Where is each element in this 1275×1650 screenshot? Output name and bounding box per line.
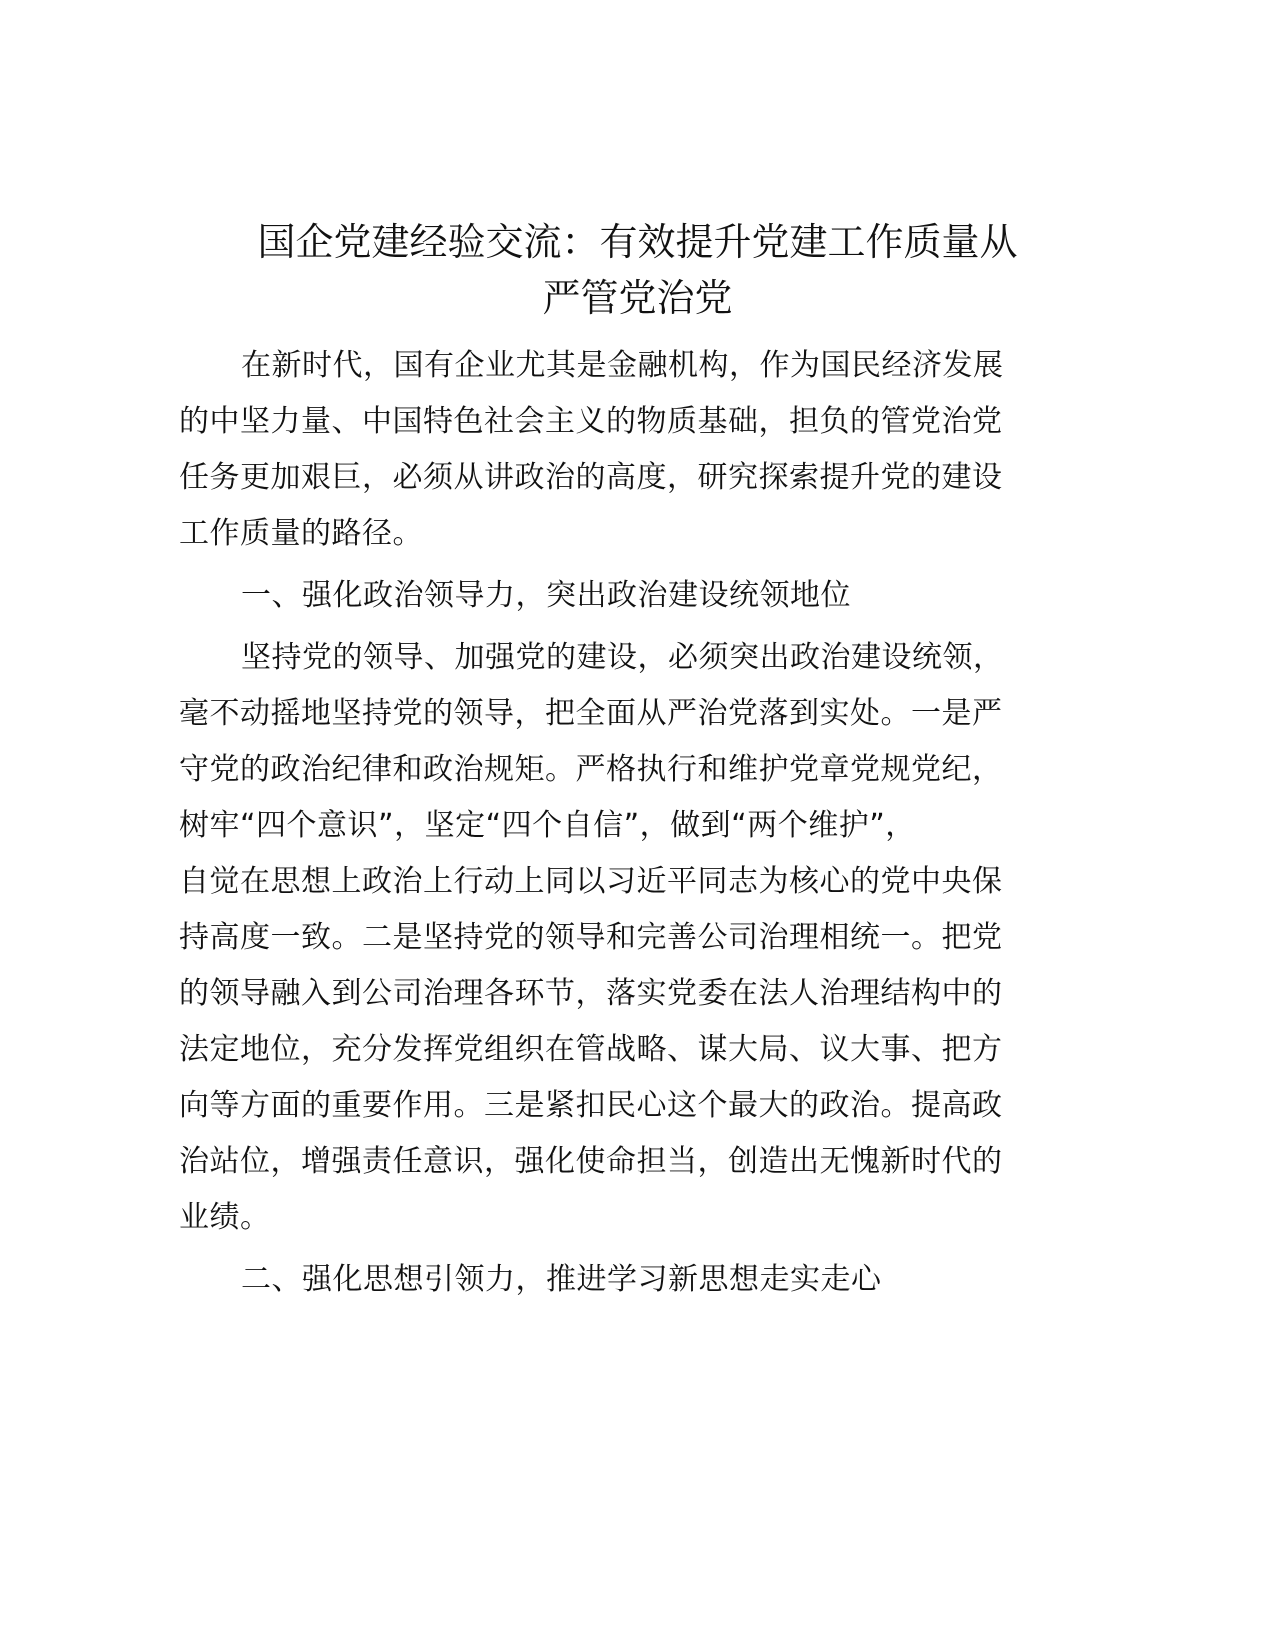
s1-line-6: 持高度一致。二是坚持党的领导和完善公司治理相统一。把党 (179, 920, 1003, 955)
section-2-heading-text: 二、强化思想引领力，推进学习新思想走实走心 (241, 1262, 882, 1297)
s1-line-7: 的领导融入到公司治理各环节，落实党委在法人治理结构中的 (179, 976, 1003, 1011)
intro-line-4: 工作质量的路径。 (179, 516, 423, 551)
s1-line-2: 毫不动摇地坚持党的领导，把全面从严治党落到实处。一是严 (179, 696, 1003, 731)
section-1-heading-text: 一、强化政治领导力，突出政治建设统领地位 (241, 578, 851, 613)
s1-line-4: 树牢“四个意识”，坚定“四个自信”，做到“两个维护”， (179, 808, 916, 843)
intro-line-3: 任务更加艰巨，必须从讲政治的高度，研究探索提升党的建设 (179, 460, 1003, 495)
s1-line-8: 法定地位，充分发挥党组织在管战略、谋大局、议大事、把方 (179, 1032, 1003, 1067)
s1-line-10: 治站位，增强责任意识，强化使命担当，创造出无愧新时代的 (179, 1144, 1003, 1179)
title-line-1: 国企党建经验交流：有效提升党建工作质量从 (257, 220, 1018, 264)
section-2-heading (179, 1252, 1039, 1308)
section-1-heading (179, 568, 1039, 624)
intro-paragraph (179, 338, 1039, 562)
s1-line-5: 自觉在思想上政治上行动上同以习近平同志为核心的党中央保 (179, 864, 1003, 899)
s1-line-1: 坚持党的领导、加强党的建设，必须突出政治建设统领， (241, 640, 1004, 675)
s1-line-11: 业绩。 (179, 1200, 271, 1235)
document-title (150, 214, 1125, 326)
title-line-2: 严管党治党 (542, 276, 733, 320)
section-1-paragraph (179, 630, 1039, 1246)
s1-line-3: 守党的政治纪律和政治规矩。严格执行和维护党章党规党纪， (179, 752, 1003, 787)
intro-line-2: 的中坚力量、中国特色社会主义的物质基础，担负的管党治党 (179, 404, 1003, 439)
document-body (179, 338, 1039, 1314)
intro-line-1: 在新时代，国有企业尤其是金融机构，作为国民经济发展 (241, 348, 1004, 383)
s1-line-9: 向等方面的重要作用。三是紧扣民心这个最大的政治。提高政 (179, 1088, 1003, 1123)
